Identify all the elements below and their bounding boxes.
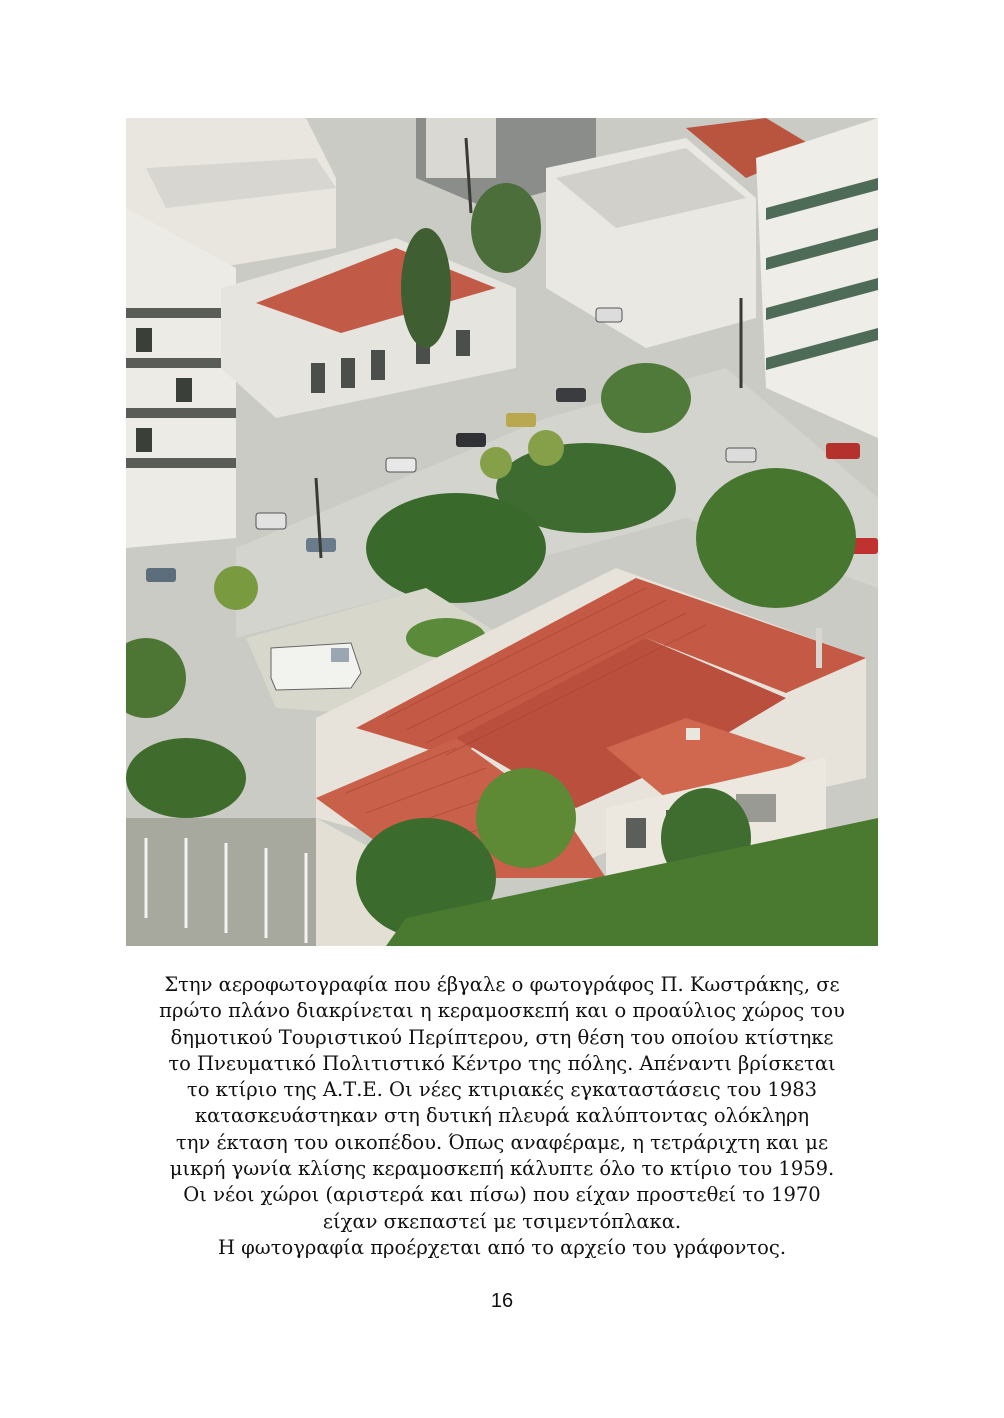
caption-line: κατασκευάστηκαν στη δυτική πλευρά καλύπτοντας ολόκληρη [194,1104,810,1128]
caption-line: Στην αεροφωτογραφία που έβγαλε ο φωτογράφος Π. Κωστράκης, σε [164,973,840,996]
caption-line: πρώτο πλάνο διακρίνεται η κεραμοσκεπή και ο προαύλιος χώρος του [159,999,845,1023]
caption-line: το κτίριο της Α.Τ.Ε. Οι νέες κτιριακές εγκαταστάσεις του 1983 [186,1078,818,1102]
caption-line: Η φωτογραφία προέρχεται από το αρχείο του γράφοντος. [217,1235,787,1259]
caption-line: Οι νέοι χώροι (αριστερά και πίσω) που είχαν προστεθεί το 1970 [183,1183,821,1207]
caption-line: την έκταση του οικοπέδου. Όπως αναφέραμε, η τετράριχτη και με [175,1130,829,1154]
caption-line: δημοτικού Τουριστικού Περίπτερου, στη θέση του οποίου κτίστηκε [170,1025,834,1049]
tree-foreground-2 [476,768,576,868]
photo-caption [100,972,904,1261]
caption-line: το Πνευματικό Πολιτιστικό Κέντρο της πόλης. Απέναντι βρίσκεται [168,1051,836,1075]
caption-line: είχαν σκεπαστεί με τσιμεντόπλακα. [322,1209,682,1233]
wall [426,118,496,178]
parking-lot [126,818,316,946]
chimney [686,728,700,740]
aerial-photo [126,118,878,946]
chimney-pipe [816,628,822,668]
apartment-right [756,118,878,438]
caption-line: μικρή γωνία κλίσης κεραμοσκεπή κάλυπτε όλο το κτίριο του 1959. [169,1157,835,1181]
page-number: 16 [490,1290,514,1312]
white-van [271,643,361,690]
